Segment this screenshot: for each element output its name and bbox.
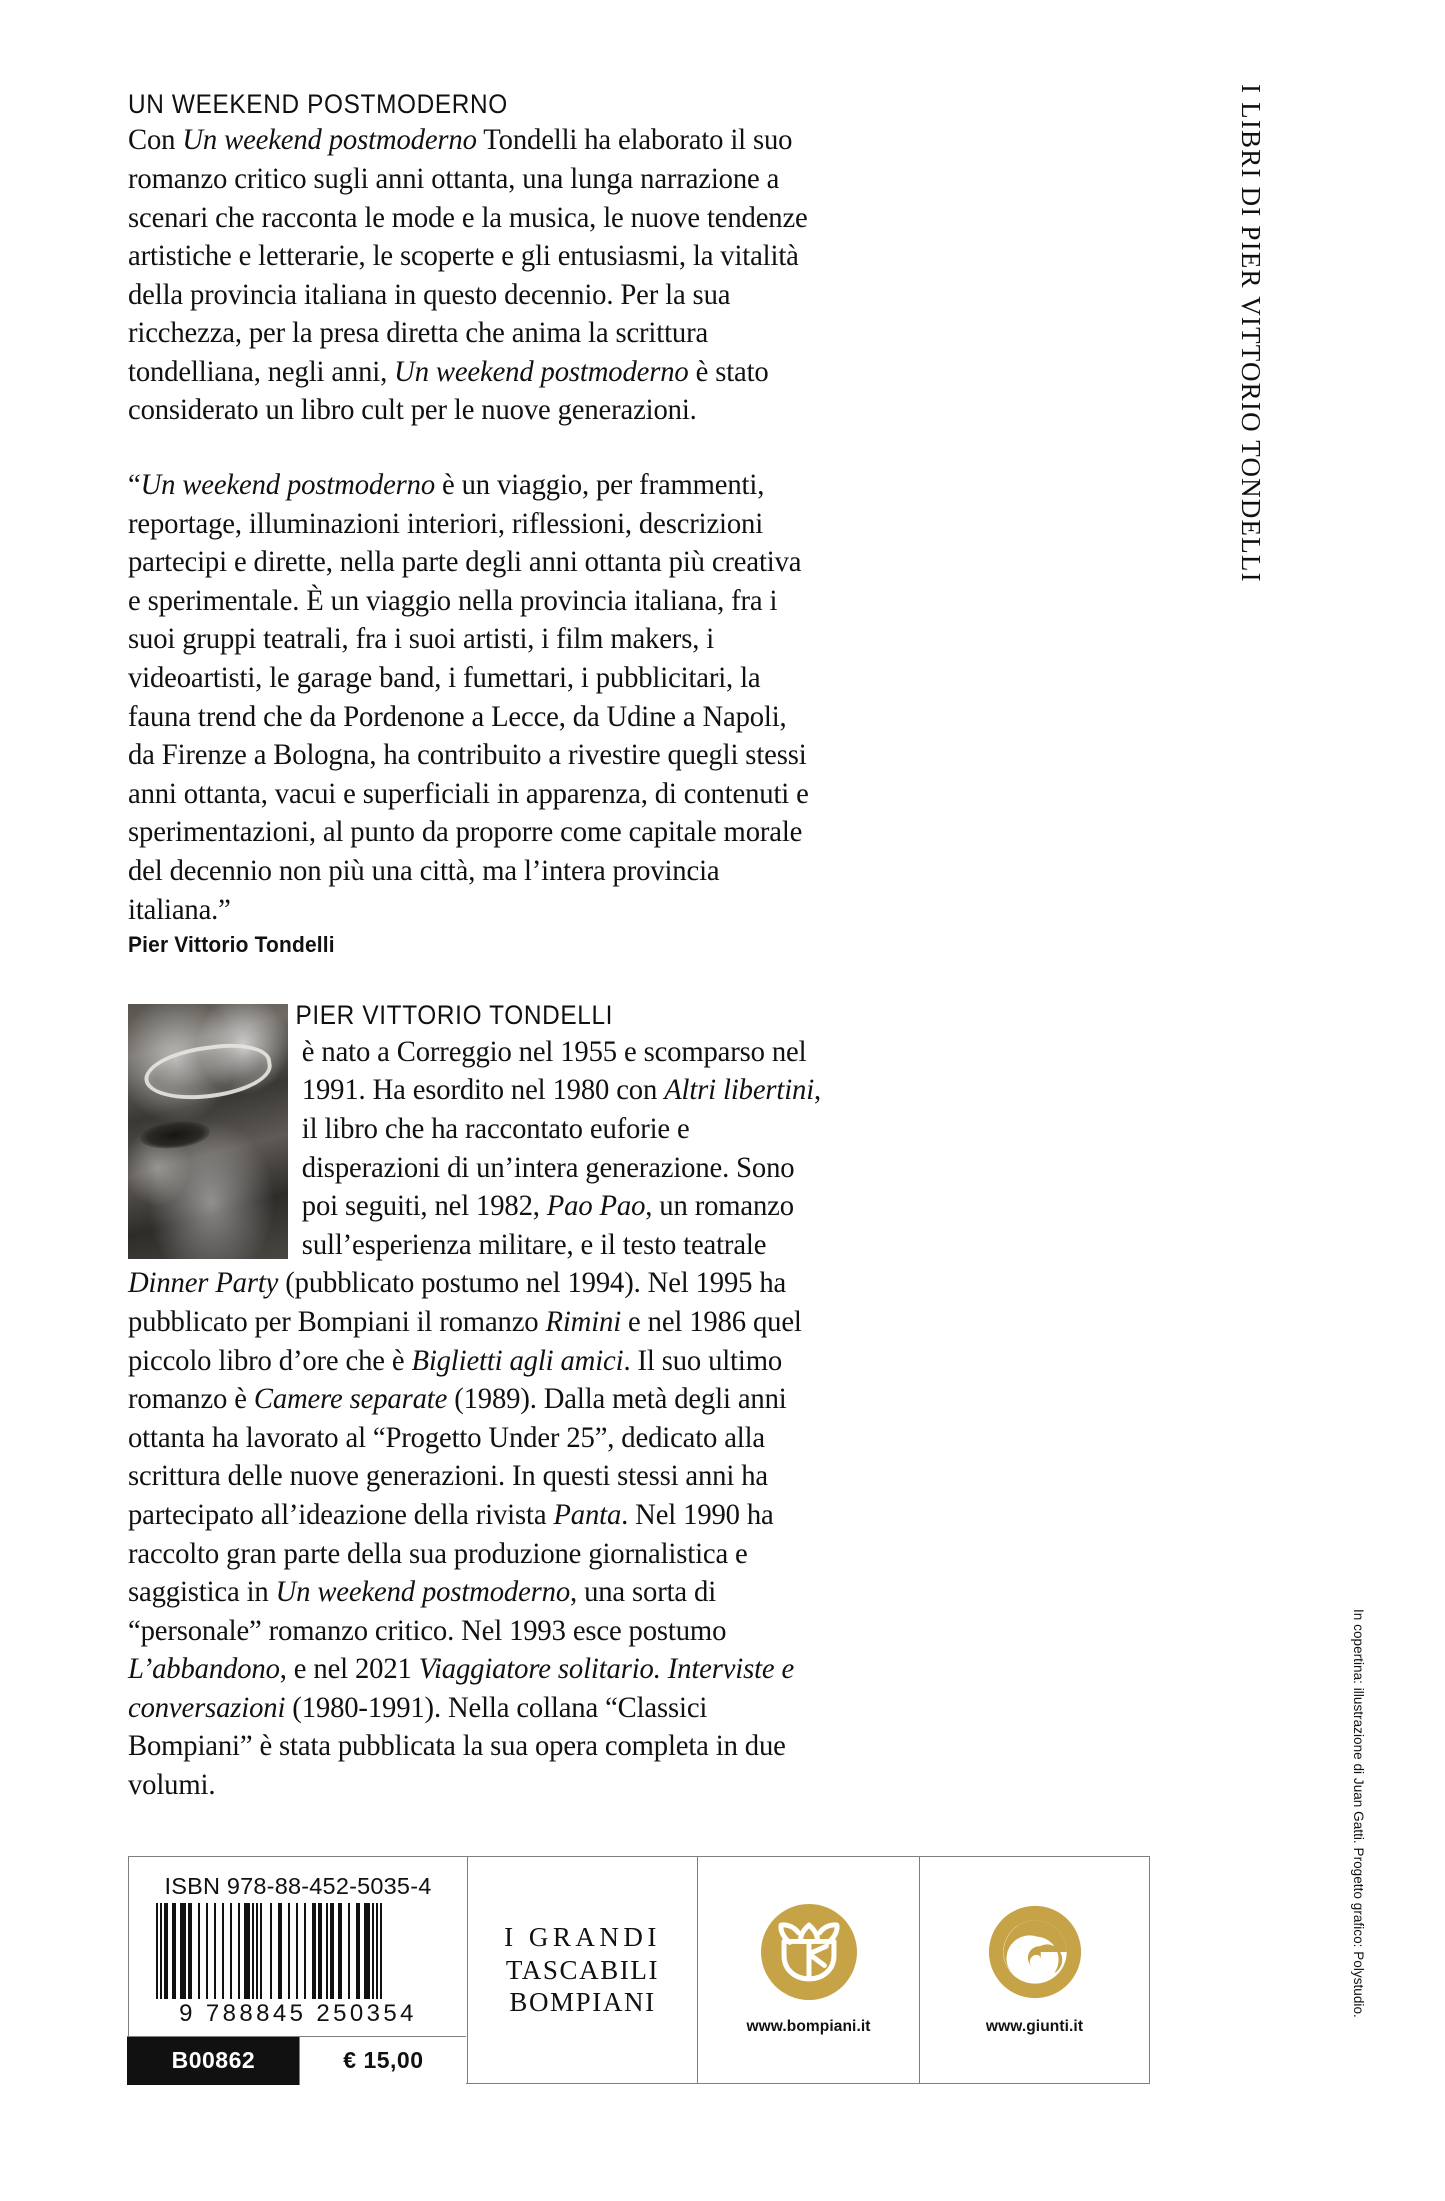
author-biography-text: è nato a Correggio nel 1955 e scomparso nel 1991. Ha esordito nel 1980 con Altri libertini, il libro che ha raccontato euforie e disperazioni di un’intera generazione. Sono poi seguiti, nel 1982, Pao Pao, un romanzo sull’esperienza militare, e il testo teatrale Dinner Party (pubblicato postumo nel 1994). Nel 1995 ha pubblicato per Bompiani il romanzo Rimini e nel 1986 quel piccolo libro d’ore che è Biglietti agli amici. Il suo ultimo romanzo è Camere separate (1989). Dalla metà degli anni ottanta ha lavorato al “Progetto Under 25”, dedicato alla scrittura delle nuove generazioni. In questi stessi anni ha partecipato all’ideazione della rivista Panta. Nel 1990 ha raccolto gran parte della sua produzione giornalistica e saggistica in Un weekend postmoderno, una sorta di “personale” romanzo critico. Nel 1993 esce postumo L’abbandono, e nel 2021 Viaggiatore solitario. Interviste e conversazioni (1980-1991). Nella collana “Classici Bompiani” è stata pubblicata la sua opera completa in due volumi. xyxy=(128,1034,822,1802)
bompiani-website-url[interactable]: www.bompiani.it xyxy=(746,2018,871,2035)
quote-attribution: Pier Vittorio Tondelli xyxy=(128,932,335,958)
series-imprint-mark xyxy=(504,1921,661,2020)
isbn-label: ISBN 978-88-452-5035-4 xyxy=(164,1873,432,1899)
giunti-logo-cell xyxy=(920,1857,1149,2083)
author-name-heading: PIER VITTORIO TONDELLI xyxy=(295,1000,614,1030)
giunti-website-url[interactable]: www.giunti.it xyxy=(985,2018,1084,2035)
ean13-barcode xyxy=(156,1903,440,1999)
blurb-section xyxy=(128,88,850,958)
series-imprint-line-1: I GRANDI xyxy=(504,1921,661,1952)
barcode-cell xyxy=(129,1857,468,2083)
spiral-swirl-icon xyxy=(987,1904,1083,2000)
barcode-digits: 9 788845 250354 xyxy=(179,2000,417,2027)
series-vertical-label: I LIBRI DI PIER VITTORIO TONDELLI xyxy=(1236,84,1266,583)
price-row xyxy=(127,2036,466,2085)
paragraph-spacer xyxy=(128,430,850,466)
series-imprint-line-3: BOMPIANI xyxy=(509,1987,656,2018)
bompiani-logo-cell xyxy=(698,1857,920,2083)
series-imprint-cell xyxy=(468,1857,698,2083)
blurb-paragraph-2-quote: “Un weekend postmoderno è un viaggio, per frammenti, reportage, illuminazioni interiori, riflessioni, descrizioni partecipi e dirette, nella parte degli anni ottanta più creativa e sperimentale. È un viaggio nella provincia italiana, fra i suoi gruppi teatrali, fra i suoi artisti, i film makers, i videoartisti, le garage band, i fumettari, i pubblicitari, la fauna trend che da Pordenone a Lecce, da Udine a Napoli, da Firenze a Bologna, ha contribuito a rivestire quegli stessi anni ottanta, vacui e superficiali in apparenza, di contenuti e sperimentazioni, al punto da proporre come capitale morale del decennio non più una città, ma l’intera provincia italiana.” xyxy=(128,468,809,926)
cover-credit-vertical-text: In copertina: illustrazione di Juan Gatti. Progetto grafico: Polystudio. xyxy=(1351,1609,1366,2018)
author-biography-section xyxy=(128,1000,858,1805)
blurb-paragraph-1: Con Un weekend postmoderno Tondelli ha elaborato il suo romanzo critico sugli anni ottanta, una lunga narrazione a scenari che racconta le mode e la musica, le nuove tendenze artistiche e letterarie, le scoperte e gli entusiasmi, la vitalità della provincia italiana in questo decennio. Per la sua ricchezza, per la presa diretta che anima la scrittura tondelliana, negli anni, Un weekend postmoderno è stato considerato un libro cult per le nuove generazioni. xyxy=(128,123,808,427)
book-title-heading: UN WEEKEND POSTMODERNO xyxy=(128,89,508,119)
tulip-flower-icon xyxy=(761,1904,857,2000)
product-code-badge: B00862 xyxy=(127,2037,299,2085)
price-value: € 15,00 xyxy=(299,2037,466,2085)
footer-strip xyxy=(128,1856,1150,2084)
series-imprint-line-2: TASCABILI xyxy=(505,1954,660,1985)
